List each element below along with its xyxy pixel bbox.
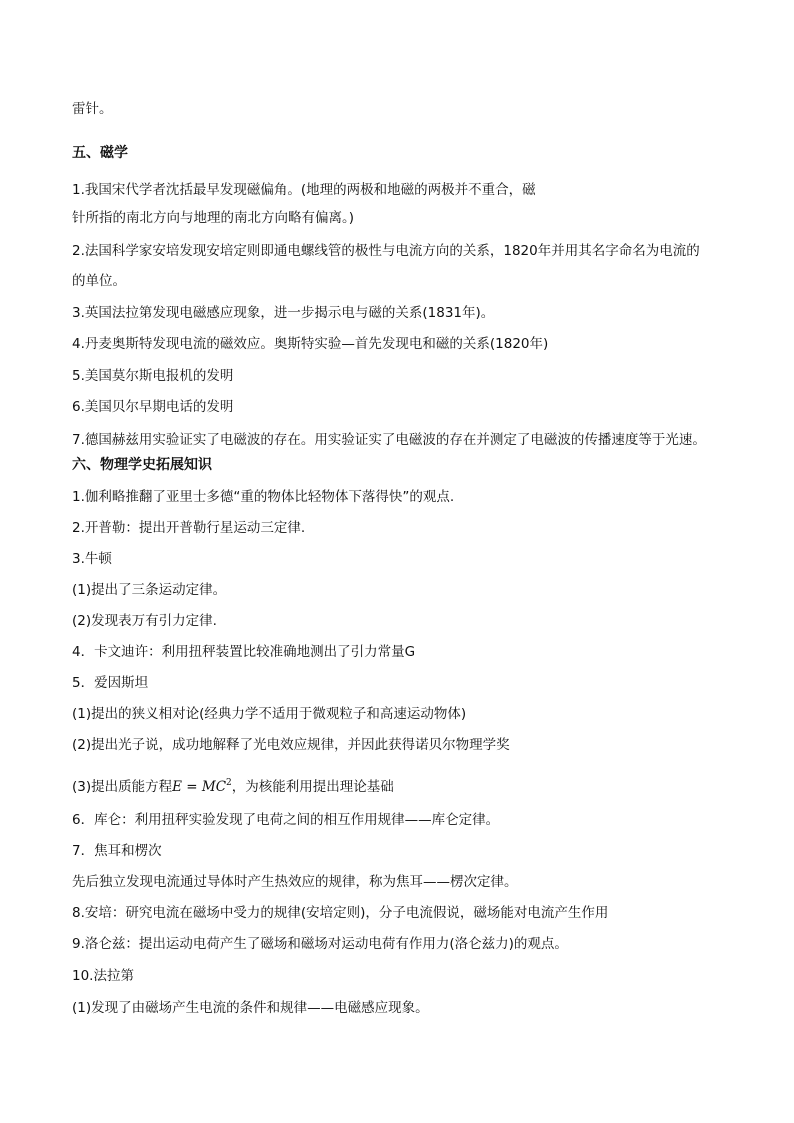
text-line: 6．库仑：利用扭秤实验发现了电荷之间的相互作用规律——库仑定律。 bbox=[72, 812, 500, 828]
equation-exponent: 2 bbox=[226, 778, 232, 788]
text-line: 3.英国法拉第发现电磁感应现象，进一步揭示电与磁的关系(1831年)。 bbox=[72, 305, 495, 321]
text-line: 6.美国贝尔早期电话的发明 bbox=[72, 399, 234, 415]
text-line: 4.丹麦奥斯特发现电流的磁效应。奥斯特实验—首先发现电和磁的关系(1820年) bbox=[72, 336, 549, 352]
text-prefix: (3)提出质能方程 bbox=[72, 779, 173, 795]
text-line: 7.德国赫兹用实验证实了电磁波的存在。用实验证实了电磁波的存在并测定了电磁波的传播速度等于光速。 bbox=[72, 432, 706, 448]
text-line: (1)提出了三条运动定律。 bbox=[72, 582, 227, 598]
text-line: 7．焦耳和楞次 bbox=[72, 843, 162, 859]
text-line: (2)提出光子说，成功地解释了光电效应规律，并因此获得诺贝尔物理学奖 bbox=[72, 737, 510, 753]
text-line: (1)发现了由磁场产生电流的条件和规律——电磁感应现象。 bbox=[72, 1000, 429, 1016]
text-line: 9.洛仑兹：提出运动电荷产生了磁场和磁场对运动电荷有作用力(洛仑兹力)的观点。 bbox=[72, 936, 568, 952]
text-line: 3.牛顿 bbox=[72, 551, 112, 567]
text-line: (1)提出的狭义相对论(经典力学不适用于微观粒子和高速运动物体) bbox=[72, 706, 467, 722]
text-line: 10.法拉第 bbox=[72, 968, 134, 984]
text-line: (2)发现表万有引力定律. bbox=[72, 613, 217, 629]
text-line: 的单位。 bbox=[72, 273, 126, 289]
text-line: 5.美国莫尔斯电报机的发明 bbox=[72, 368, 234, 384]
text-line: 先后独立发现电流通过导体时产生热效应的规律，称为焦耳——楞次定律。 bbox=[72, 874, 518, 890]
text-line: 1.伽利略推翻了亚里士多德“重的物体比轻物体下落得快”的观点. bbox=[72, 489, 455, 505]
text-line: 针所指的南北方向与地理的南北方向略有偏离。) bbox=[72, 210, 355, 226]
text-line: 雷针。 bbox=[72, 101, 113, 117]
text-line: 4．卡文迪许：利用扭秤装置比较准确地测出了引力常量G bbox=[72, 644, 416, 660]
section-heading-physics-history: 六、物理学史拓展知识 bbox=[72, 457, 212, 473]
text-line: 5．爱因斯坦 bbox=[72, 675, 149, 691]
equation-lhs: E bbox=[172, 779, 182, 795]
text-line: 2.开普勒：提出开普勒行星运动三定律. bbox=[72, 520, 306, 536]
equation-sign: = bbox=[181, 779, 202, 795]
section-heading-magnetism: 五、磁学 bbox=[72, 145, 128, 161]
text-line: 2.法国科学家安培发现安培定则即通电螺线管的极性与电流方向的关系，1820年并用其名字命名为电流的 bbox=[72, 243, 700, 259]
text-line: 8.安培：研究电流在磁场中受力的规律(安培定则)，分子电流假说，磁场能对电流产生作用 bbox=[72, 905, 609, 921]
text-line-mass-energy bbox=[72, 773, 754, 797]
text-line: 1.我国宋代学者沈括最早发现磁偏角。(地理的两极和地磁的两极并不重合，磁 bbox=[72, 182, 536, 198]
equation-rhs: MC bbox=[201, 779, 227, 795]
text-suffix: ，为核能利用提出理论基础 bbox=[231, 779, 394, 795]
